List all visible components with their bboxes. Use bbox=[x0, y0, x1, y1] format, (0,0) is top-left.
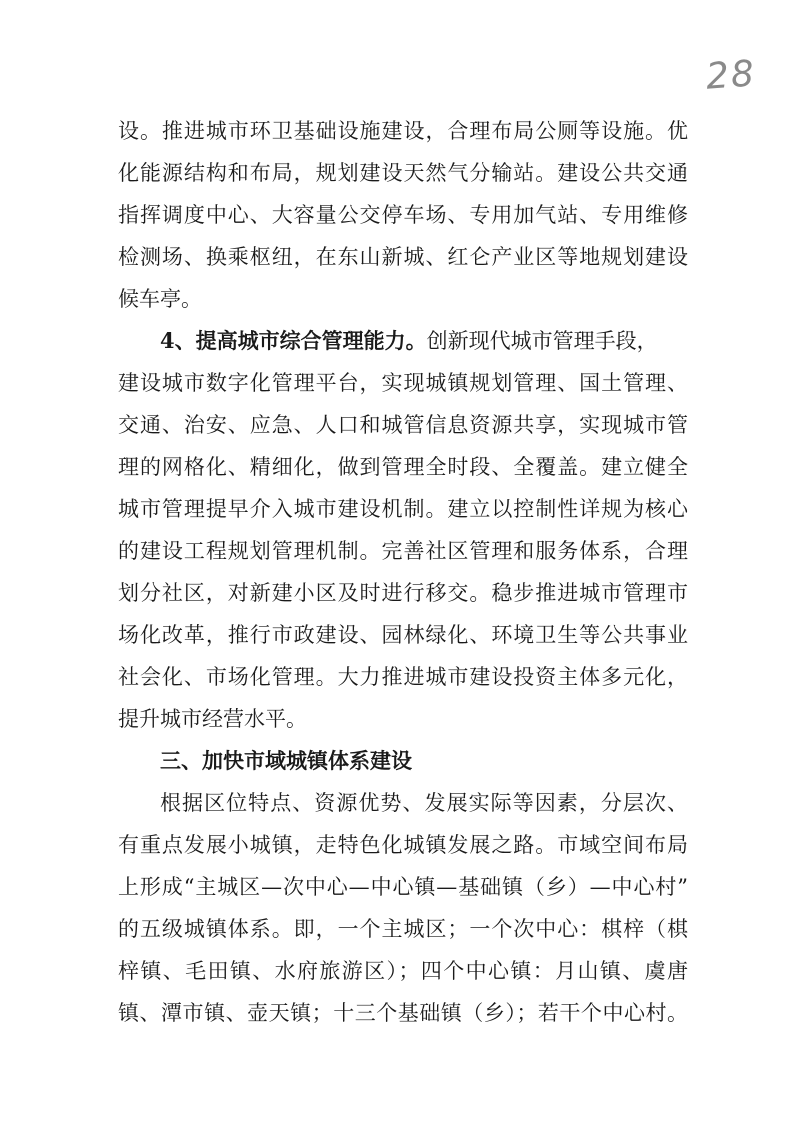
text-line: 建设城市数字化管理平台，实现城镇规划管理、国土管理、 bbox=[118, 371, 688, 395]
text-line: 设。推进城市环卫基础设施建设，合理布局公厕等设施。优 bbox=[118, 119, 688, 143]
text-line: 候车亭。 bbox=[118, 287, 202, 311]
text-line: 理的网格化、精细化，做到管理全时段、全覆盖。建立健全 bbox=[118, 455, 688, 479]
text-line: 检测场、换乘枢纽，在东山新城、红仑产业区等地规划建设 bbox=[118, 245, 688, 269]
text-line: 的建设工程规划管理机制。完善社区管理和服务体系，合理 bbox=[118, 539, 688, 563]
text-line: 划分社区，对新建小区及时进行移交。稳步推进城市管理市 bbox=[118, 581, 688, 605]
text-line: 指挥调度中心、大容量公交停车场、专用加气站、专用维修 bbox=[118, 203, 688, 227]
text-line: 有重点发展小城镇，走特色化城镇发展之路。市域空间布局 bbox=[118, 833, 688, 857]
text-line: 梓镇、毛田镇、水府旅游区）；四个中心镇：月山镇、虞唐 bbox=[118, 959, 688, 983]
text-line: 社会化、市场化管理。大力推进城市建设投资主体多元化， bbox=[118, 665, 688, 689]
paragraph-lead: 4、提高城市综合管理能力。 bbox=[160, 328, 427, 353]
text-line: 根据区位特点、资源优势、发展实际等因素，分层次、 bbox=[160, 791, 688, 815]
text-line: 提升城市经营水平。 bbox=[118, 707, 307, 731]
text-line: 场化改革，推行市政建设、园林绿化、环境卫生等公共事业 bbox=[118, 623, 688, 647]
text-line: 镇、潭市镇、壶天镇；十三个基础镇（乡）；若干个中心村。 bbox=[118, 1001, 688, 1025]
section-heading: 三、加快市域城镇体系建设 bbox=[160, 748, 412, 773]
paragraph-lead-rest: 创新现代城市管理手段， bbox=[426, 329, 658, 353]
text-line bbox=[160, 327, 688, 355]
text-line: 上形成“主城区—次中心—中心镇—基础镇（乡）—中心村” bbox=[118, 875, 688, 899]
text-line: 交通、治安、应急、人口和城管信息资源共享，实现城市管 bbox=[118, 413, 688, 437]
text-line: 城市管理提早介入城市建设机制。建立以控制性详规为核心 bbox=[118, 497, 688, 521]
text-line: 化能源结构和布局，规划建设天然气分输站。建设公共交通 bbox=[118, 161, 688, 185]
page-number: 28 bbox=[704, 53, 758, 98]
text-line: 的五级城镇体系。即，一个主城区；一个次中心：棋梓（棋 bbox=[118, 917, 688, 941]
